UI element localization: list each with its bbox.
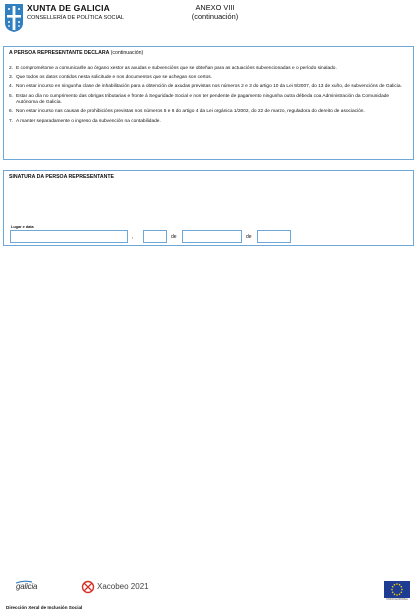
galicia-logo: galicia <box>16 582 38 591</box>
xunta-shield-icon <box>4 3 24 33</box>
annex-title: ANEXO VIII <box>195 3 235 12</box>
xacobeo-logo: Xacobeo 2021 <box>97 582 149 591</box>
eu-label: UNIÓN EUROPEA <box>386 598 408 601</box>
item-number: 7. <box>9 118 14 124</box>
declaration-item <box>9 75 409 82</box>
item-text: Estar ao día no cumprimento das obrigas tributarias e fronte á Seguridade Social e non ter pendente de pagamento ningunha outra débeda coa Administración da Comunidade Autónoma de Galicia. <box>16 93 390 106</box>
declaration-item <box>9 66 409 73</box>
item-number: 6. <box>9 109 14 115</box>
declaration-item <box>9 119 409 126</box>
item-text: Non estar incurso nas causas de prohibicións previstas nos números 5 e 6 do artigo 4 da Lei orgánica 1/2002, do 22 de marzo, reguladora do dereito de asociación. <box>16 109 365 115</box>
signature-title: SINATURA DA PERSOA REPRESENTANTE <box>9 174 115 180</box>
comma-separator: , <box>132 234 134 240</box>
item-text: A manter separadamente o ingreso da subvención na contabilidade. <box>16 118 161 124</box>
item-number: 2. <box>9 66 14 71</box>
item-number: 4. <box>9 84 14 90</box>
declaration-title <box>9 50 143 56</box>
de-separator-2: de <box>246 234 252 240</box>
item-number: 3. <box>9 75 14 81</box>
declaration-list <box>9 66 409 128</box>
directorate-footer: Dirección Xeral de Inclusión Social <box>6 605 83 610</box>
eu-flag-icon <box>384 581 410 598</box>
declaration-item <box>9 84 409 91</box>
declaration-title-main: A PERSOA REPRESENTANTE DECLARA <box>9 50 110 56</box>
org-name: XUNTA DE GALICIA <box>27 3 111 13</box>
year-field[interactable] <box>257 230 291 243</box>
month-field[interactable] <box>182 230 242 243</box>
annex-subtitle: (continuación) <box>191 12 239 21</box>
place-field[interactable] <box>10 230 128 243</box>
de-separator-1: de <box>171 234 177 240</box>
department-name: CONSELLERÍA DE POLÍTICA SOCIAL <box>27 15 124 21</box>
declaration-title-suffix: (continuación) <box>110 50 144 56</box>
item-text: Non estar incurso en ningunha clase de inhabilitación para a obtención de axudas previstas nos números 2 e 3 do artigo 10 da Lei 9/2007, do 13 de xuño, de subvencións de Galicia. <box>16 84 402 90</box>
declaration-item <box>9 94 409 107</box>
item-number: 5. <box>9 93 14 99</box>
place-date-label: Lugar e data <box>11 225 34 229</box>
item-text: E comprométome a comunicarlle ao órgano xestor as axudas e subvencións que se obteñan para as actuacións subvencionadas e o período sinalado. <box>16 66 337 71</box>
day-field[interactable] <box>143 230 167 243</box>
item-text: Que todos os datos contidos nesta solicitude e nos documentos que se achegan son certos. <box>16 75 212 81</box>
declaration-item <box>9 109 409 116</box>
